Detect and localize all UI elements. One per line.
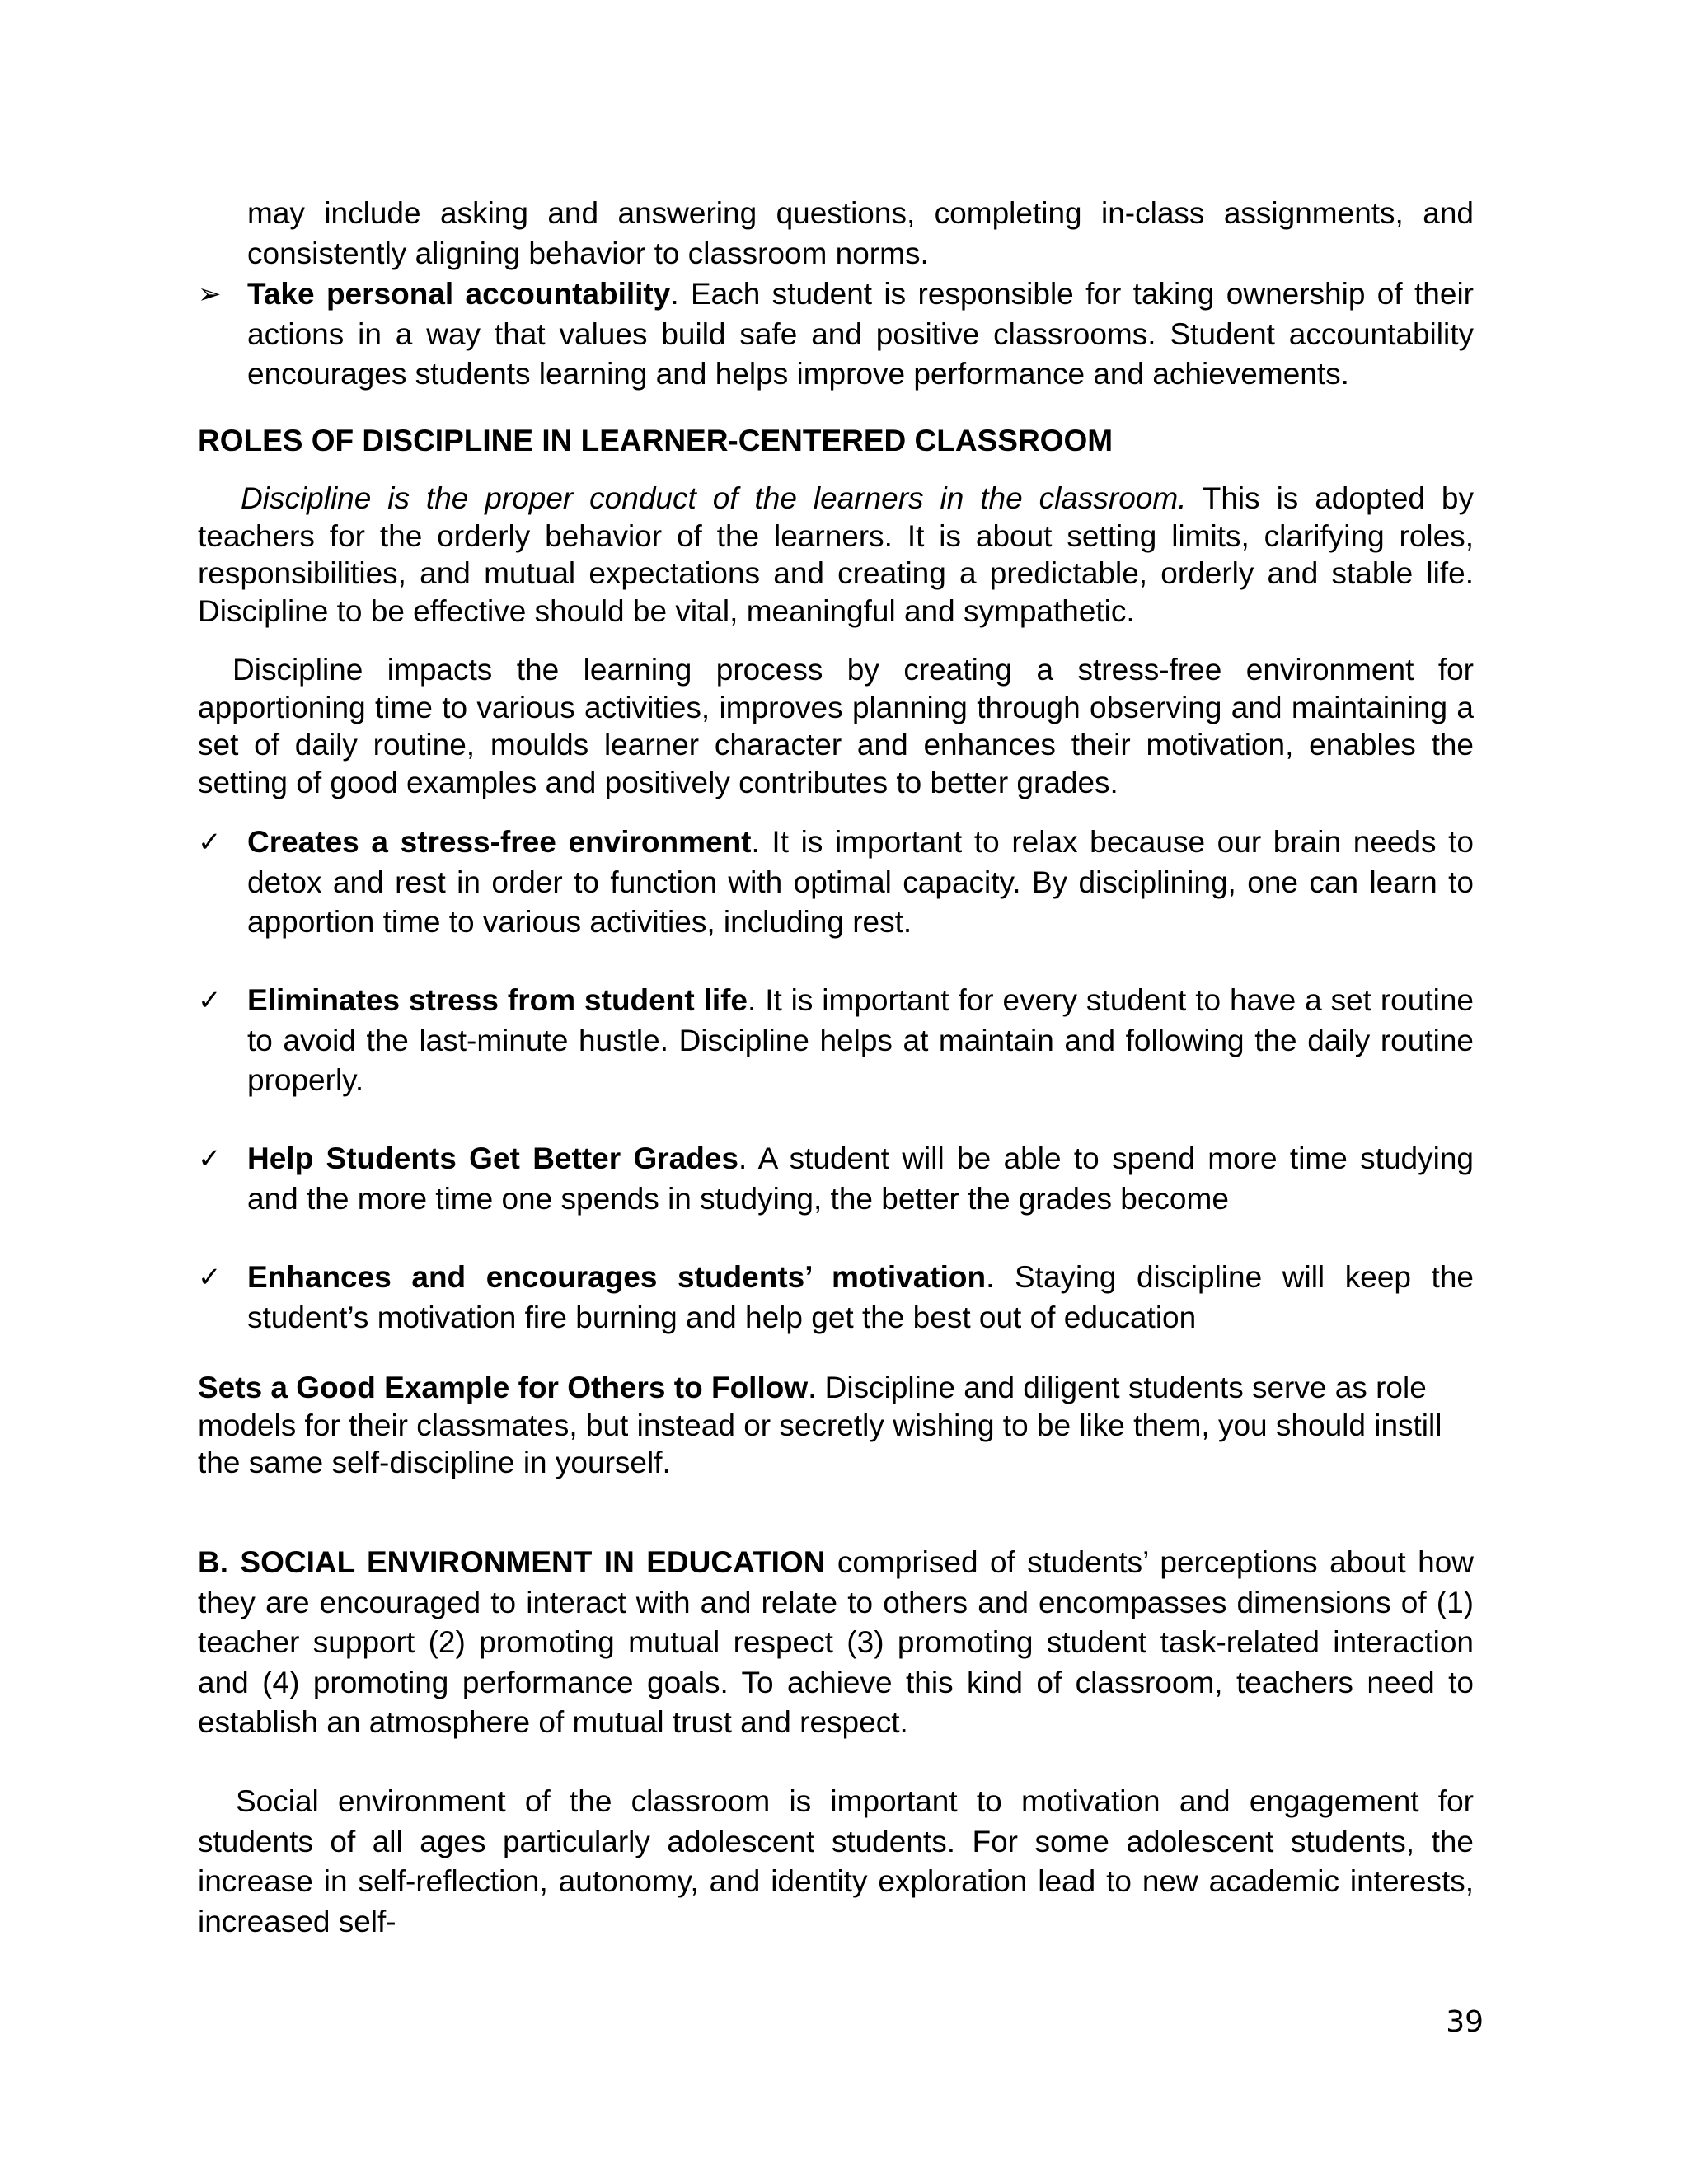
continuation-paragraph — [247, 194, 1474, 274]
page-number: 39 — [1446, 2005, 1484, 2039]
check-icon: ✓ — [198, 1262, 222, 1293]
check-item-motivation — [247, 1258, 1474, 1338]
accountability-item — [247, 274, 1474, 395]
check-icon: ✓ — [198, 985, 222, 1016]
definition-text: This is adopted by teachers for the orderly behavior of the learners. It is about setting limits, clarifying roles, responsibilities, and mutual expectations and creating a predictable, orderly and stable life. Discipline to be effective should be vital, meaningful and sympathetic. — [198, 481, 1474, 628]
paragraph-social-environment — [198, 1543, 1474, 1743]
check-item-text: . Staying discipline will keep the student’s motivation fire burning and help get the best out of education — [247, 1260, 1474, 1334]
arrow-bullet-icon: ➢ — [198, 279, 222, 310]
impacts-text: Discipline impacts the learning process by creating a stress-free environment for apportioning time to various activities, improves planning through observing and maintaining a set of daily routine, moulds learner character and enhances their motivation, enables the setting of good examples and positively contributes to better grades. — [198, 653, 1474, 799]
check-item-text: . A student will be able to spend more time studying and the more time one spends in studying, the better the grades become — [247, 1141, 1474, 1216]
accountability-text: . Each student is responsible for taking ownership of their actions in a way that values build safe and positive classrooms. Student accountability encourages students learning and helps improve performance and achievements. — [247, 277, 1474, 391]
check-item-title: Eliminates stress from student life — [247, 983, 748, 1017]
good-example-title: Sets a Good Example for Others to Follow — [198, 1371, 809, 1404]
social-classroom-text: Social environment of the classroom is important to motivation and engagement for students of all ages particularly adolescent students. For some adolescent students, the increase in self-reflection, autonomy, and identity exploration lead to new academic interests, increased self- — [198, 1784, 1474, 1938]
check-icon: ✓ — [198, 827, 222, 858]
accountability-title: Take personal accountability — [247, 277, 671, 311]
check-item-better-grades — [247, 1139, 1474, 1219]
good-example-text: . Discipline and diligent students serve as role models for their classmates, but instead or secretly wishing to be like them, you should instill the same self-discipline in yourself. — [198, 1371, 1442, 1479]
continuation-text: may include asking and answering questions, completing in-class assignments, and consistently aligning behavior to classroom norms. — [247, 196, 1474, 270]
roles-heading: ROLES OF DISCIPLINE IN LEARNER-CENTERED CLASSROOM — [198, 424, 1114, 457]
check-item-title: Creates a stress-free environment — [247, 825, 752, 859]
check-item-title: Enhances and encourages students’ motivation — [247, 1260, 987, 1294]
roles-heading-block — [198, 421, 1474, 462]
paragraph-good-example — [198, 1369, 1474, 1482]
social-title: B. SOCIAL ENVIRONMENT IN EDUCATION — [198, 1545, 826, 1579]
paragraph-social-classroom — [198, 1782, 1474, 1942]
social-text: comprised of students’ perceptions about how they are encouraged to interact with and relate to others and encompasses dimensions of (1) teacher support (2) promoting mutual respect (3) promoting student task-related interaction and (4) promoting performance goals. To achieve this kind of classroom, teachers need to establish an atmosphere of mutual trust and respect. — [198, 1545, 1474, 1739]
check-item-text: . It is important to relax because our brain needs to detox and rest in order to function with optimal capacity. By disciplining, one can learn to apportion time to various activities, including rest. — [247, 825, 1474, 939]
paragraph-discipline-definition — [198, 480, 1474, 630]
paragraph-discipline-impacts — [198, 651, 1474, 801]
check-item-text: . It is important for every student to have a set routine to avoid the last-minute hustle. Discipline helps at maintain and following the daily routine properly. — [247, 983, 1474, 1097]
check-item-eliminates-stress — [247, 981, 1474, 1101]
check-item-stress-free — [247, 823, 1474, 943]
check-item-title: Help Students Get Better Grades — [247, 1141, 738, 1175]
check-icon: ✓ — [198, 1143, 222, 1174]
definition-italic: Discipline is the proper conduct of the learners in the classroom. — [241, 481, 1187, 515]
